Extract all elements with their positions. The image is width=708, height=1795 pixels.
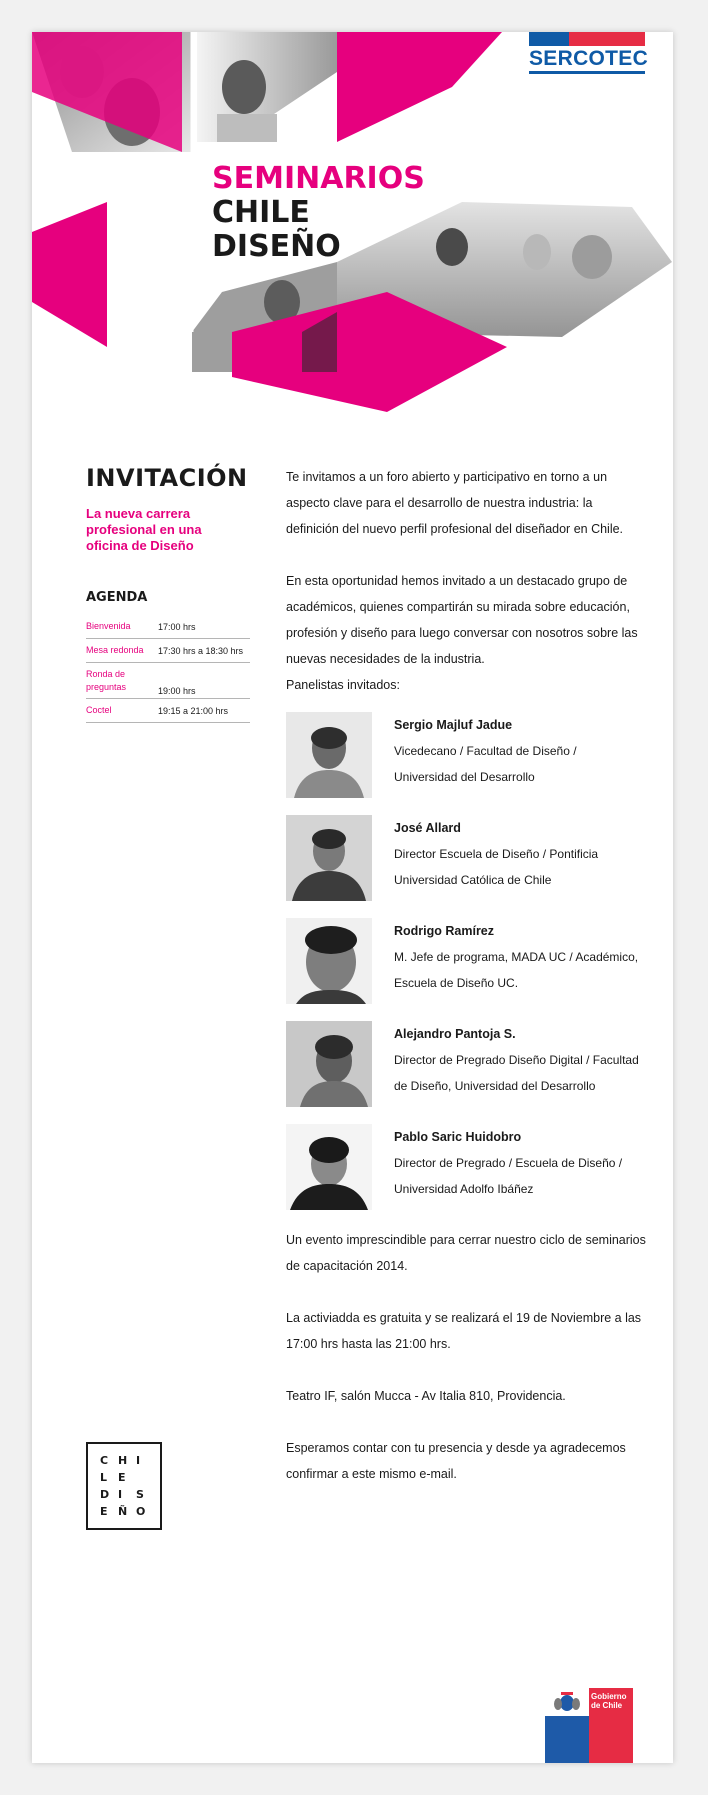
sercotec-underline bbox=[529, 71, 645, 74]
panelist-photo bbox=[286, 918, 372, 1004]
panelist-card bbox=[286, 918, 646, 1005]
venue-paragraph: Teatro IF, salón Mucca - Av Italia 810, Providencia. bbox=[286, 1389, 566, 1403]
panelist-role: Director de Pregrado Diseño Digital / Facultad bbox=[394, 1053, 639, 1067]
panelist-info bbox=[394, 918, 638, 1005]
closing-paragraph: Un evento imprescindible para cerrar nuestro ciclo de seminarios de capacitación 2014. bbox=[286, 1233, 646, 1273]
panelist-card bbox=[286, 712, 646, 799]
agenda-title: AGENDA bbox=[86, 590, 148, 605]
agenda-item-label: Bienvenida bbox=[86, 621, 131, 631]
hero-title-line2: CHILE bbox=[212, 195, 310, 230]
agenda-item bbox=[86, 699, 250, 723]
panelist-role: Vicedecano / Facultad de Diseño / bbox=[394, 744, 577, 758]
panelist-role: Universidad Adolfo Ibáñez bbox=[394, 1182, 534, 1196]
portrait-icon bbox=[286, 918, 372, 1004]
agenda-item-label: Ronda de preguntas bbox=[86, 668, 127, 692]
hero-title-line1: SEMINARIOS bbox=[212, 161, 425, 196]
portrait-icon bbox=[286, 1124, 372, 1210]
hero-title bbox=[212, 162, 425, 264]
panelist-info bbox=[394, 1021, 639, 1108]
left-column bbox=[86, 464, 256, 723]
panelist-card bbox=[286, 1124, 646, 1211]
invitation-subtitle: La nueva carrera profesional en una oficina de Diseño bbox=[86, 506, 202, 553]
chile-diseno-logo: C H I L E D I S E Ñ O bbox=[86, 1442, 162, 1530]
hero-title-line3: DISEÑO bbox=[212, 229, 341, 264]
agenda-item-time: 19:15 a 21:00 hrs bbox=[158, 705, 229, 716]
hero-banner bbox=[32, 32, 673, 432]
panelists-list bbox=[286, 712, 646, 1211]
panelist-role: Universidad Católica de Chile bbox=[394, 873, 552, 887]
invitation-card bbox=[32, 32, 673, 1763]
panelist-card bbox=[286, 815, 646, 902]
gobierno-de-chile-logo bbox=[545, 1688, 633, 1763]
rsvp-paragraph: Esperamos contar con tu presencia y desde ya agradecemos confirmar a este mismo e-mail. bbox=[286, 1441, 626, 1481]
sercotec-wordmark: SERCOTEC bbox=[529, 47, 649, 70]
panelist-name: José Allard bbox=[394, 821, 461, 835]
panelist-info bbox=[394, 1124, 622, 1211]
portrait-icon bbox=[286, 1021, 372, 1107]
sercotec-logo bbox=[529, 32, 649, 82]
agenda-item bbox=[86, 663, 250, 699]
panelist-name: Pablo Saric Huidobro bbox=[394, 1130, 522, 1144]
panelist-role: Escuela de Diseño UC. bbox=[394, 976, 519, 990]
agenda-item-label: Mesa redonda bbox=[86, 645, 144, 655]
agenda-item-time: 17:00 hrs bbox=[158, 621, 196, 632]
closing-section bbox=[286, 1227, 646, 1487]
gobierno-label: Gobierno de Chile bbox=[591, 1692, 627, 1710]
coat-of-arms-icon bbox=[553, 1690, 581, 1714]
panel-paragraph: En esta oportunidad hemos invitado a un destacado grupo de académicos, quienes compartirán su mirada sobre educación, profesión y diseño para luego conversar con nosotros sobre las nuevas necesidades de la industria. bbox=[286, 574, 638, 666]
panelist-name: Alejandro Pantoja S. bbox=[394, 1027, 516, 1041]
invitation-title: INVITACIÓN bbox=[86, 464, 248, 492]
panelist-role: Director de Pregrado / Escuela de Diseño / bbox=[394, 1156, 623, 1170]
panelist-info bbox=[394, 712, 577, 799]
agenda-item-time: 17:30 hrs a 18:30 hrs bbox=[158, 645, 244, 656]
portrait-icon bbox=[286, 712, 372, 798]
panelists-heading: Panelistas invitados: bbox=[286, 678, 400, 692]
panelist-role: de Diseño, Universidad del Desarrollo bbox=[394, 1079, 596, 1093]
panelist-photo bbox=[286, 712, 372, 798]
panelist-role: Universidad del Desarrollo bbox=[394, 770, 535, 784]
panelist-photo bbox=[286, 1021, 372, 1107]
agenda-item bbox=[86, 639, 250, 663]
panelist-name: Sergio Majluf Jadue bbox=[394, 718, 513, 732]
right-column bbox=[286, 464, 646, 1487]
panelist-name: Rodrigo Ramírez bbox=[394, 924, 495, 938]
panelist-photo bbox=[286, 1124, 372, 1210]
agenda-item-label: Coctel bbox=[86, 705, 112, 715]
agenda-item bbox=[86, 615, 250, 639]
sercotec-logo-bar bbox=[529, 32, 645, 46]
panelist-card bbox=[286, 1021, 646, 1108]
agenda-list bbox=[86, 615, 250, 723]
panelist-photo bbox=[286, 815, 372, 901]
panelist-info bbox=[394, 815, 598, 902]
panelist-role: Director Escuela de Diseño / Pontificia bbox=[394, 847, 599, 861]
agenda-item-time: 19:00 hrs bbox=[158, 686, 196, 696]
details-paragraph: La activiadda es gratuita y se realizará el 19 de Noviembre a las 17:00 hrs hasta las 21:00 hrs. bbox=[286, 1311, 642, 1351]
portrait-icon bbox=[286, 815, 372, 901]
panelist-role: M. Jefe de programa, MADA UC / Académico, bbox=[394, 950, 639, 964]
intro-paragraph: Te invitamos a un foro abierto y participativo en torno a un aspecto clave para el desarrollo de nuestra industria: la definición del nuevo perfil profesional del diseñador en Chile. bbox=[286, 470, 624, 536]
